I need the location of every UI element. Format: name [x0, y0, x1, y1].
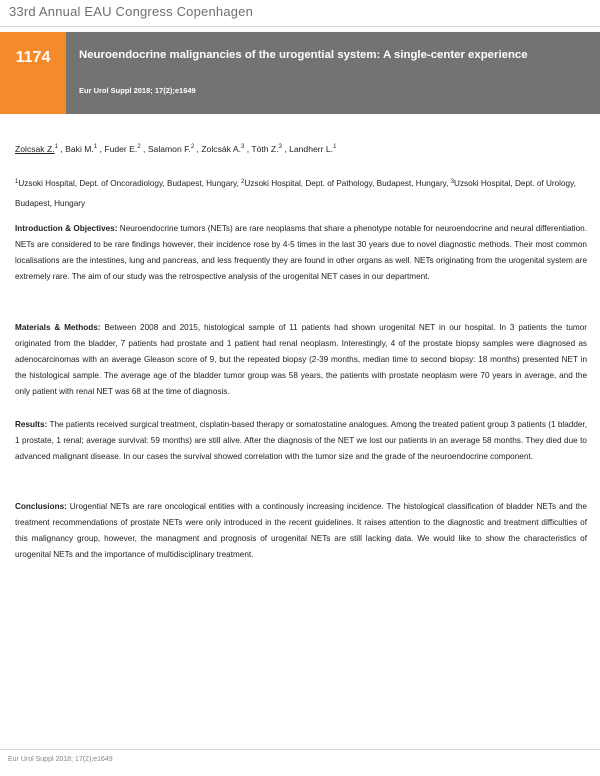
author-separator: , [194, 144, 202, 154]
affiliation-marker: 2 [241, 179, 245, 185]
section-heading: Materials & Methods: [15, 323, 101, 332]
author-affiliation-marker: 2 [137, 144, 141, 150]
affiliation-text: Uzsoki Hospital, Dept. of Oncoradiology, Budapest, Hungary, [18, 179, 242, 188]
author-list [15, 144, 590, 154]
author-separator: , [281, 144, 290, 154]
bottom-divider [0, 749, 600, 750]
results-section [15, 417, 587, 465]
author-name: Zolcsak Z. [15, 144, 55, 154]
author-separator: , [97, 144, 105, 154]
header-band [0, 32, 600, 114]
author-name: Baki M. [65, 144, 94, 154]
footer-reference: Eur Urol Suppl 2018; 17(2);e1649 [8, 756, 113, 763]
author-name: Tóth Z. [251, 144, 279, 154]
abstract-number-box [0, 32, 66, 114]
author-affiliation-marker: 3 [240, 144, 245, 150]
affiliation-marker: 3 [450, 179, 455, 185]
methods-section [15, 320, 587, 400]
author-affiliation-marker: 1 [333, 144, 337, 150]
section-heading: Introduction & Objectives: [15, 224, 118, 233]
section-body: The patients received surgical treatment, cisplatin-based therapy or somatostatine analogues. Among the treated patient group 3 patients (1 bladder, 1 prostate, 1 renal; average survival: 59 months) are still alive. After the diagnosis of the NET we lost our patients in an average 58 months. They died due to advanced malignant disease. In our cases the survival showed correlation with the tumor size and the grade of the neuroendocrine component. [15, 420, 587, 461]
author-separator: , [140, 144, 148, 154]
author-affiliation-marker: 1 [54, 144, 58, 150]
abstract-title: Neuroendocrine malignancies of the urogential system: A single-center experience [79, 49, 528, 61]
conclusions-section [15, 499, 587, 563]
author-name: Salamon F. [147, 144, 191, 154]
affiliation-text: Uzsoki Hospital, Dept. of Urology, Budapest, Hungary [15, 179, 576, 208]
author-separator: , [57, 144, 66, 154]
introduction-section [15, 221, 587, 285]
section-body: Urogential NETs are rare oncological entities with a continously increasing incidence. The histological classification of bladder NETs and the treatment recommendations of prostate NETs were only introduced in the recent guidelines. It raises attention to the diagnostic and treatment difficulties of this malignancy group, however, the managment and prognosis of urogenital NETs are still lacking data. We would like to show the characteristics of urogenital NETs and the importance of multidisciplinary treatment. [15, 502, 587, 559]
section-heading: Conclusions: [15, 502, 67, 511]
abstract-number: 1174 [15, 49, 51, 66]
journal-reference: Eur Urol Suppl 2018; 17(2);e1649 [79, 86, 196, 95]
author-affiliation-marker: 1 [93, 144, 98, 150]
congress-title: 33rd Annual EAU Congress Copenhagen [9, 4, 254, 19]
section-heading: Results: [15, 420, 48, 429]
author-separator: , [244, 144, 252, 154]
affiliations [15, 172, 587, 214]
affiliation-marker: 1 [15, 179, 19, 185]
author-name: Zolcsák A. [201, 144, 241, 154]
section-body: Neuroendocrine tumors (NETs) are rare neoplasms that share a phenotype notable for neuroendocrine and neural differentiation. NETs are considered to be rare findings however, their incidence rose by 4-5 times in the last 30 years due to novel diagnostic methods. Their most common localisations are the intestines, lung and pancreas, and less frequently they are found in other organs as well. NETs originating from the urogenital system are extremely rare. The aim of our study was the retrospective analysis of the urogenital NET cases in our department. [15, 224, 587, 281]
author-name: Fuder E. [104, 144, 138, 154]
affiliation-text: Uzsoki Hospital, Dept. of Pathology, Budapest, Hungary, [244, 179, 451, 188]
top-divider [0, 26, 600, 27]
section-body: Between 2008 and 2015, histological sample of 11 patients had shown urogenital NET in our hospital. In 3 patients the tumor originated from the bladder, 7 patients had prostate and 1 patient had renal neoplasm. Interestingly, 4 of the prostate biopsy samples were diagnosed as adenocarcinomas with an average Gleason score of 9, but the repeated biopsy (2-39 months, median time to second biopsy: 18 months) presented NET in the histological sample. The average age of the bladder tumor group was 58 years, the patients with prostate neoplasm were 70 years in average, and the only patient with renal NET was 68 at the time of diagnosis. [15, 323, 588, 396]
author-affiliation-marker: 3 [278, 144, 282, 150]
author-affiliation-marker: 2 [190, 144, 195, 150]
author-name: Landherr L. [289, 144, 334, 154]
